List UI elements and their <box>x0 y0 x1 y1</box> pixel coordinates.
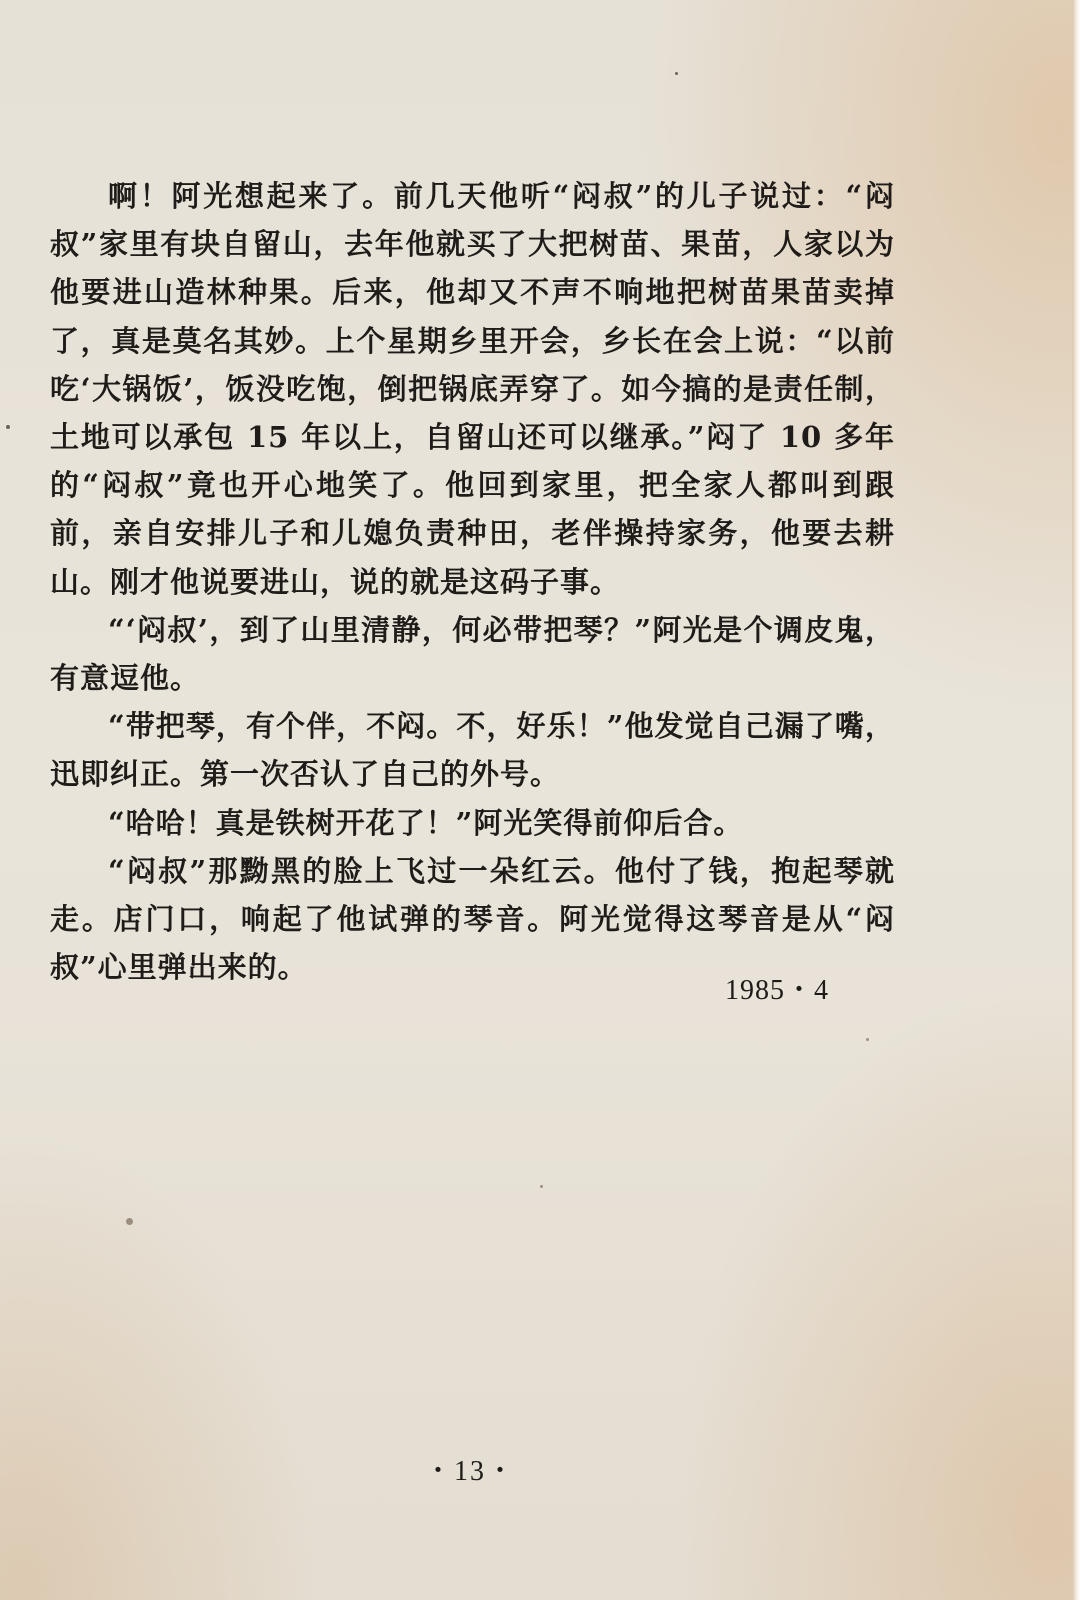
paper-speck <box>866 1038 869 1041</box>
paragraph: 啊！阿光想起来了。前几天他听“闷叔”的儿子说过：“闷叔”家里有块自留山，去年他就买了大把树苗、果苗，人家以为他要进山造林种果。后来，他却又不声不响地把树苗果苗卖掉了，真是莫名其妙。上个星期乡里开会，乡长在会上说：“以前吃‘大锅饭’，饭没吃饱，倒把锅底弄穿了。如今搞的是责任制，土地可以承包 15 年以上，自留山还可以继承。”闷了 10 多年的“闷叔”竟也开心地笑了。他回到家里，把全家人都叫到跟前，亲自安排儿子和儿媳负责种田，老伴操持家务，他要去耕山。刚才他说要进山，说的就是这码子事。 <box>50 179 895 599</box>
article-date: 1985・4 <box>725 975 830 1006</box>
paragraph: “闷叔”那黝黑的脸上飞过一朵红云。他付了钱，抱起琴就走。店门口，响起了他试弹的琴音。阿光觉得这琴音是从“闷叔”心里弹出来的。 <box>50 853 895 985</box>
paper-speck <box>6 425 10 429</box>
paragraph: “哈哈！真是铁树开花了！”阿光笑得前仰后合。 <box>108 805 744 840</box>
paper-speck <box>126 1218 133 1225</box>
paper-speck <box>675 72 678 75</box>
page-number: ・13・ <box>423 1456 516 1487</box>
paragraph: “带把琴，有个伴，不闷。不，好乐！”他发觉自己漏了嘴，迅即纠正。第一次否认了自己的外号。 <box>50 709 895 792</box>
article-body <box>50 172 895 991</box>
page-edge <box>1072 0 1080 1600</box>
paper-speck <box>540 1185 543 1188</box>
paragraph: “‘闷叔’，到了山里清静，何必带把琴？”阿光是个调皮鬼，有意逗他。 <box>50 612 895 696</box>
